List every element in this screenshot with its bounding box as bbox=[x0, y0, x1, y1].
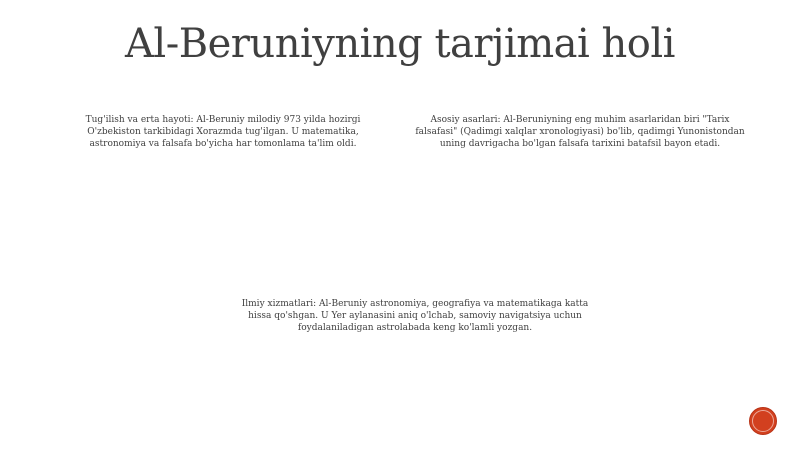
text-block-science: Ilmiy xizmatlari: Al-Beruniy astronomiya, geografiya va matematikaga katta hissa qo'shgan. U Yer aylanasini aniq o'lchab, samoviy navigatsiya uchun foydalaniladigan astrolabada keng ko'lamli yozgan. bbox=[241, 299, 589, 333]
text-block-birth: Tug'ilish va erta hayoti: Al-Beruniy milodiy 973 yilda hozirgi O'zbekiston tarkibidagi Xorazmda tug'ilgan. U matematika, astronomiya va falsafa bo'yicha har tomonlama ta'lim oldi. bbox=[85, 115, 361, 149]
slide-title: Al-Beruniyning tarjimai holi bbox=[125, 21, 675, 67]
slide-nav-button[interactable] bbox=[749, 407, 777, 435]
circle-icon bbox=[752, 410, 774, 432]
text-block-works: Asosiy asarlari: Al-Beruniyning eng muhim asarlaridan biri "Tarix falsafasi" (Qadimgi xalqlar xronologiyasi) bo'lib, qadimgi Yunonistondan uning davrigacha bo'lgan falsafa tarixini batafsil bayon etadi. bbox=[415, 115, 745, 149]
